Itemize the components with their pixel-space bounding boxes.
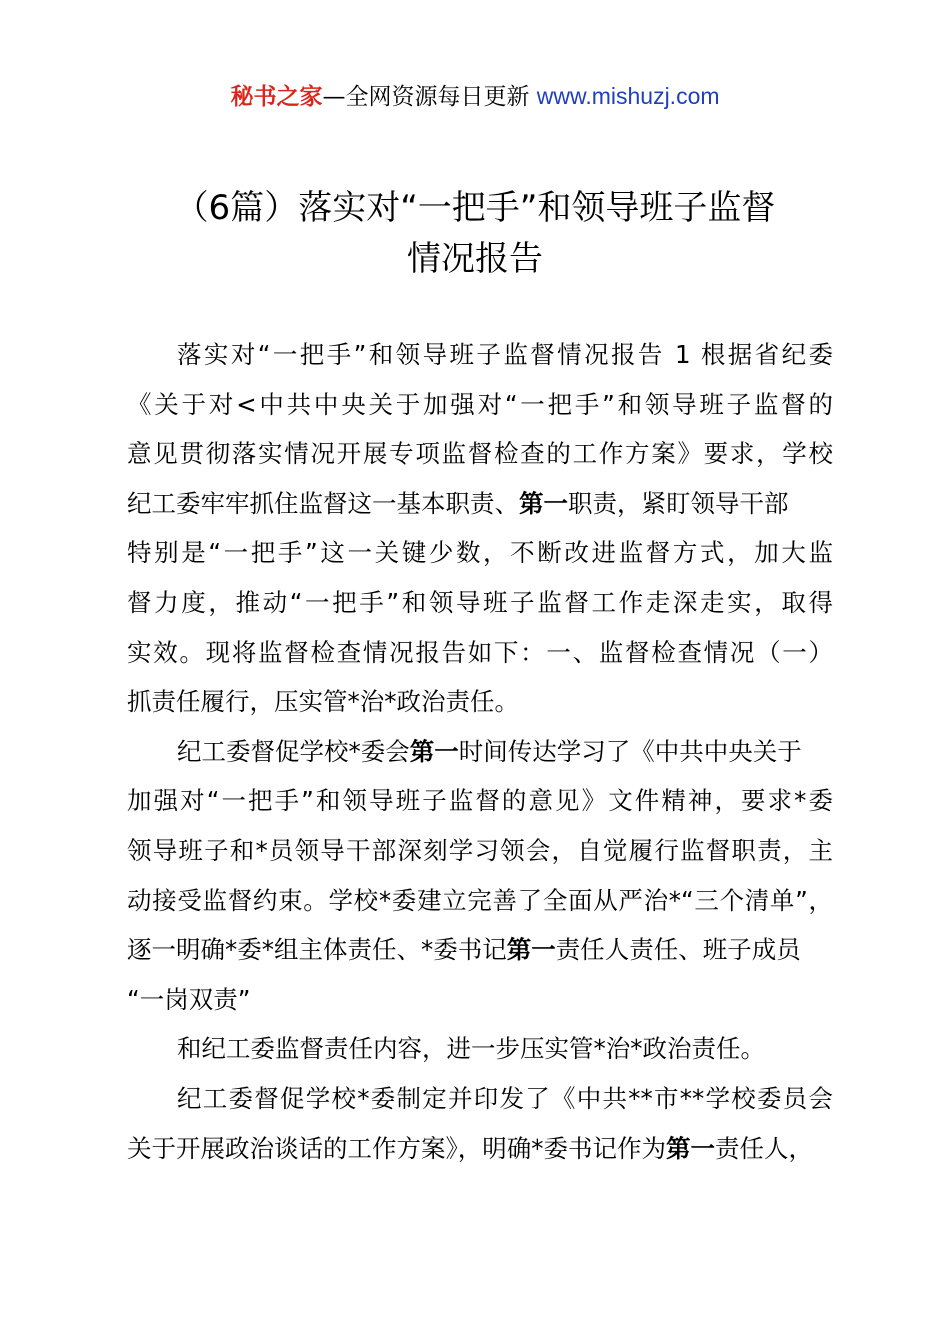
bold-text: 第一 [519, 488, 568, 518]
body-text: 纪工委督促学校*委会 [177, 736, 410, 766]
body-line: 特别是“一把手”这一关键少数，不断改进监督方式，加大监 [127, 538, 833, 568]
body-text: 关于开展政治谈话的工作方案》，明确*委书记作为 [127, 1133, 666, 1163]
body-text: 职责，紧盯领导干部 [568, 488, 789, 518]
document-body [127, 330, 833, 1173]
body-line [127, 1124, 833, 1174]
body-line [127, 727, 833, 777]
body-text: 责任人责任、班子成员 [555, 935, 801, 965]
body-line: “一岗双责” [127, 984, 251, 1014]
body-line: 领导班子和*员领导干部深刻学习领会，自觉履行监督职责，主 [127, 835, 833, 865]
body-line: 督力度，推动“一把手”和领导班子监督工作走深走实，取得 [127, 587, 833, 617]
body-line: 意见贯彻落实情况开展专项监督检查的工作方案》要求，学校 [127, 439, 833, 469]
bold-text: 第一 [506, 935, 556, 965]
body-line: 加强对“一把手”和领导班子监督的意见》文件精神，要求*委 [127, 786, 833, 816]
site-url-link[interactable]: www.mishuzj.com [536, 83, 720, 109]
body-text: 逐一明确*委*组主体责任、*委书记 [127, 935, 507, 965]
body-line: 实效。现将监督检查情况报告如下：一、监督检查情况（一） [127, 637, 833, 667]
site-tagline: —全网资源每日更新 [322, 84, 537, 110]
site-header [0, 80, 950, 113]
body-text: 责任人， [715, 1133, 813, 1163]
body-text: 时间传达学习了《中共中央关于 [458, 736, 802, 766]
site-brand: 秘书之家 [230, 84, 323, 110]
body-line: 《关于对<中共中央关于加强对“一把手”和领导班子监督的 [127, 389, 833, 419]
body-text: 纪工委牢牢抓住监督这一基本职责、 [127, 488, 519, 518]
body-line [127, 479, 833, 529]
title-line-1: （6篇）落实对“一把手”和领导班子监督 [174, 188, 776, 228]
body-line: 抓责任履行，压实管*治*政治责任。 [127, 687, 519, 717]
document-title [100, 183, 850, 285]
bold-text: 第一 [409, 736, 459, 766]
bold-text: 第一 [666, 1133, 715, 1163]
title-line-2: 情况报告 [407, 239, 543, 279]
body-line: 动接受监督约束。学校*委建立完善了全面从严治*“三个清单”， [127, 885, 833, 915]
body-line: 纪工委督促学校*委制定并印发了《中共**市**学校委员会 [177, 1083, 833, 1113]
body-line [127, 925, 833, 975]
body-line: 和纪工委监督责任内容，进一步压实管*治*政治责任。 [177, 1034, 765, 1064]
body-line: 落实对“一把手”和领导班子监督情况报告 1 根据省纪委 [177, 340, 833, 369]
